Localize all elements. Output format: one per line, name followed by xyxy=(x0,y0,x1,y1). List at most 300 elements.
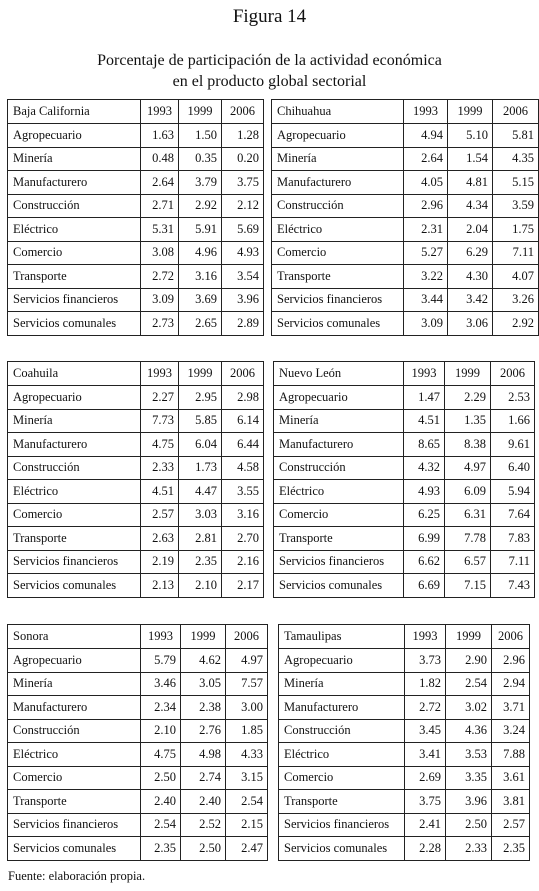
value-cell: 2.57 xyxy=(492,813,530,837)
value-cell: 3.53 xyxy=(446,743,492,767)
value-cell: 2.64 xyxy=(404,147,448,171)
sector-name: Construcción xyxy=(274,456,404,480)
sector-name: Comercio xyxy=(8,766,141,790)
year-header: 1993 xyxy=(141,625,181,649)
value-cell: 4.51 xyxy=(141,480,179,504)
table-header-row xyxy=(279,625,530,649)
sector-name: Servicios comunales xyxy=(274,574,404,598)
value-cell: 0.48 xyxy=(141,147,179,171)
table-row xyxy=(8,649,268,673)
year-header: 1999 xyxy=(181,625,226,649)
source-note: Fuente: elaboración propia. xyxy=(8,869,146,883)
sector-name: Transporte xyxy=(8,527,141,551)
figure-title: Figura 14 xyxy=(232,6,307,27)
state-name: Sonora xyxy=(8,625,141,649)
value-cell: 5.94 xyxy=(491,480,535,504)
sector-name: Agropecuario xyxy=(274,386,404,410)
state-name: Baja California xyxy=(8,100,141,124)
value-cell: 6.69 xyxy=(404,574,445,598)
value-cell: 7.73 xyxy=(141,409,179,433)
value-cell: 3.00 xyxy=(226,696,268,720)
subtitle-line: en el producto global sectorial xyxy=(172,73,367,90)
value-cell: 4.75 xyxy=(141,433,179,457)
value-cell: 1.73 xyxy=(179,456,222,480)
value-cell: 7.43 xyxy=(491,574,535,598)
year-header: 1999 xyxy=(448,100,493,124)
sector-name: Transporte xyxy=(279,790,405,814)
table-row xyxy=(274,456,535,480)
value-cell: 2.10 xyxy=(179,574,222,598)
sector-name: Construcción xyxy=(272,194,404,218)
sector-name: Minería xyxy=(8,672,141,696)
table-row xyxy=(279,813,530,837)
value-cell: 2.69 xyxy=(405,766,446,790)
value-cell: 0.20 xyxy=(222,147,264,171)
value-cell: 3.71 xyxy=(492,696,530,720)
sector-name: Manufacturero xyxy=(272,171,404,195)
value-cell: 3.42 xyxy=(448,288,493,312)
sector-name: Comercio xyxy=(8,241,141,265)
year-header: 1999 xyxy=(179,100,222,124)
value-cell: 5.10 xyxy=(448,124,493,148)
table-row xyxy=(274,386,535,410)
value-cell: 7.64 xyxy=(491,503,535,527)
value-cell: 1.54 xyxy=(448,147,493,171)
table-row xyxy=(272,171,539,195)
table-row xyxy=(8,696,268,720)
year-header: 1993 xyxy=(141,362,179,386)
value-cell: 7.11 xyxy=(491,550,535,574)
value-cell: 4.36 xyxy=(446,719,492,743)
value-cell: 4.75 xyxy=(141,743,181,767)
sector-name: Servicios comunales xyxy=(8,574,141,598)
value-cell: 4.94 xyxy=(404,124,448,148)
value-cell: 2.76 xyxy=(181,719,226,743)
value-cell: 5.27 xyxy=(404,241,448,265)
value-cell: 2.35 xyxy=(492,837,530,861)
sector-name: Manufacturero xyxy=(8,433,141,457)
value-cell: 3.61 xyxy=(492,766,530,790)
value-cell: 2.33 xyxy=(446,837,492,861)
table-row xyxy=(274,433,535,457)
value-cell: 3.44 xyxy=(404,288,448,312)
value-cell: 2.95 xyxy=(179,386,222,410)
value-cell: 2.12 xyxy=(222,194,264,218)
table-row xyxy=(8,480,264,504)
sector-name: Manufacturero xyxy=(279,696,405,720)
value-cell: 3.59 xyxy=(493,194,539,218)
value-cell: 2.72 xyxy=(141,265,179,289)
value-cell: 8.38 xyxy=(445,433,491,457)
value-cell: 5.91 xyxy=(179,218,222,242)
table-row xyxy=(279,696,530,720)
value-cell: 1.50 xyxy=(179,124,222,148)
value-cell: 4.05 xyxy=(404,171,448,195)
sector-name: Servicios financieros xyxy=(8,813,141,837)
table-row xyxy=(8,527,264,551)
sector-name: Servicios financieros xyxy=(8,550,141,574)
year-header: 1993 xyxy=(141,100,179,124)
value-cell: 7.83 xyxy=(491,527,535,551)
value-cell: 6.44 xyxy=(222,433,264,457)
table-row xyxy=(272,312,539,336)
table-row xyxy=(8,265,264,289)
table-4 xyxy=(7,624,268,861)
table-row xyxy=(8,456,264,480)
table-header-row xyxy=(274,362,535,386)
value-cell: 2.28 xyxy=(405,837,446,861)
table-row xyxy=(8,194,264,218)
value-cell: 3.75 xyxy=(222,171,264,195)
table-row xyxy=(8,241,264,265)
table-row xyxy=(8,790,268,814)
value-cell: 1.47 xyxy=(404,386,445,410)
value-cell: 2.35 xyxy=(179,550,222,574)
value-cell: 2.54 xyxy=(226,790,268,814)
value-cell: 5.31 xyxy=(141,218,179,242)
value-cell: 2.29 xyxy=(445,386,491,410)
value-cell: 6.29 xyxy=(448,241,493,265)
value-cell: 4.97 xyxy=(226,649,268,673)
value-cell: 3.55 xyxy=(222,480,264,504)
state-name: Nuevo León xyxy=(274,362,404,386)
value-cell: 3.08 xyxy=(141,241,179,265)
value-cell: 2.71 xyxy=(141,194,179,218)
value-cell: 2.38 xyxy=(181,696,226,720)
value-cell: 9.61 xyxy=(491,433,535,457)
sector-name: Construcción xyxy=(279,719,405,743)
value-cell: 6.04 xyxy=(179,433,222,457)
value-cell: 4.30 xyxy=(448,265,493,289)
value-cell: 6.62 xyxy=(404,550,445,574)
table-5 xyxy=(278,624,530,861)
value-cell: 1.28 xyxy=(222,124,264,148)
value-cell: 2.50 xyxy=(446,813,492,837)
year-header: 2006 xyxy=(493,100,539,124)
value-cell: 2.10 xyxy=(141,719,181,743)
value-cell: 7.11 xyxy=(493,241,539,265)
table-row xyxy=(8,743,268,767)
table-0 xyxy=(7,99,264,336)
sector-name: Comercio xyxy=(272,241,404,265)
sector-name: Servicios comunales xyxy=(8,312,141,336)
table-row xyxy=(279,837,530,861)
table-header-row xyxy=(272,100,539,124)
table-row xyxy=(272,218,539,242)
value-cell: 5.69 xyxy=(222,218,264,242)
value-cell: 2.72 xyxy=(405,696,446,720)
sector-name: Eléctrico xyxy=(8,218,141,242)
value-cell: 2.53 xyxy=(491,386,535,410)
table-row xyxy=(272,194,539,218)
table-row xyxy=(279,719,530,743)
sector-name: Manufacturero xyxy=(8,171,141,195)
value-cell: 4.35 xyxy=(493,147,539,171)
value-cell: 2.50 xyxy=(181,837,226,861)
table-header-row xyxy=(8,100,264,124)
sector-name: Minería xyxy=(279,672,405,696)
table-row xyxy=(279,743,530,767)
sector-name: Agropecuario xyxy=(279,649,405,673)
table-row xyxy=(274,503,535,527)
value-cell: 2.04 xyxy=(448,218,493,242)
sector-name: Servicios comunales xyxy=(8,837,141,861)
value-cell: 3.41 xyxy=(405,743,446,767)
value-cell: 6.57 xyxy=(445,550,491,574)
table-row xyxy=(8,171,264,195)
table-1 xyxy=(271,99,539,336)
year-header: 1999 xyxy=(179,362,222,386)
table-row xyxy=(8,147,264,171)
value-cell: 1.82 xyxy=(405,672,446,696)
table-row xyxy=(8,719,268,743)
sector-name: Agropecuario xyxy=(272,124,404,148)
state-name: Coahuila xyxy=(8,362,141,386)
value-cell: 3.69 xyxy=(179,288,222,312)
value-cell: 1.35 xyxy=(445,409,491,433)
table-row xyxy=(8,288,264,312)
sector-name: Minería xyxy=(272,147,404,171)
sector-name: Transporte xyxy=(8,790,141,814)
value-cell: 3.03 xyxy=(179,503,222,527)
value-cell: 4.32 xyxy=(404,456,445,480)
table-row xyxy=(274,409,535,433)
value-cell: 2.73 xyxy=(141,312,179,336)
table-row xyxy=(8,574,264,598)
value-cell: 6.99 xyxy=(404,527,445,551)
sector-name: Transporte xyxy=(272,265,404,289)
value-cell: 4.81 xyxy=(448,171,493,195)
table-row xyxy=(279,672,530,696)
sector-name: Comercio xyxy=(274,503,404,527)
table-row xyxy=(8,312,264,336)
table-row xyxy=(8,218,264,242)
sector-name: Servicios financieros xyxy=(279,813,405,837)
value-cell: 5.15 xyxy=(493,171,539,195)
value-cell: 3.45 xyxy=(405,719,446,743)
value-cell: 3.22 xyxy=(404,265,448,289)
sector-name: Eléctrico xyxy=(272,218,404,242)
table-row xyxy=(274,527,535,551)
sector-name: Agropecuario xyxy=(8,649,141,673)
year-header: 1993 xyxy=(405,625,446,649)
table-row xyxy=(8,124,264,148)
value-cell: 2.54 xyxy=(141,813,181,837)
value-cell: 2.31 xyxy=(404,218,448,242)
value-cell: 5.79 xyxy=(141,649,181,673)
value-cell: 3.16 xyxy=(222,503,264,527)
value-cell: 2.40 xyxy=(141,790,181,814)
value-cell: 3.05 xyxy=(181,672,226,696)
table-row xyxy=(272,241,539,265)
value-cell: 2.54 xyxy=(446,672,492,696)
value-cell: 3.54 xyxy=(222,265,264,289)
table-row xyxy=(274,480,535,504)
table-row xyxy=(8,386,264,410)
sector-name: Servicios financieros xyxy=(8,288,141,312)
value-cell: 3.26 xyxy=(493,288,539,312)
value-cell: 2.90 xyxy=(446,649,492,673)
value-cell: 1.63 xyxy=(141,124,179,148)
value-cell: 3.35 xyxy=(446,766,492,790)
value-cell: 3.16 xyxy=(179,265,222,289)
value-cell: 7.57 xyxy=(226,672,268,696)
value-cell: 4.93 xyxy=(404,480,445,504)
value-cell: 4.58 xyxy=(222,456,264,480)
value-cell: 3.81 xyxy=(492,790,530,814)
year-header: 2006 xyxy=(491,362,535,386)
sector-name: Comercio xyxy=(279,766,405,790)
value-cell: 2.57 xyxy=(141,503,179,527)
value-cell: 5.85 xyxy=(179,409,222,433)
table-row xyxy=(8,550,264,574)
value-cell: 2.63 xyxy=(141,527,179,551)
value-cell: 6.09 xyxy=(445,480,491,504)
value-cell: 4.93 xyxy=(222,241,264,265)
value-cell: 2.89 xyxy=(222,312,264,336)
value-cell: 2.64 xyxy=(141,171,179,195)
value-cell: 2.27 xyxy=(141,386,179,410)
value-cell: 3.96 xyxy=(222,288,264,312)
value-cell: 3.46 xyxy=(141,672,181,696)
value-cell: 3.96 xyxy=(446,790,492,814)
value-cell: 2.98 xyxy=(222,386,264,410)
value-cell: 3.09 xyxy=(404,312,448,336)
table-row xyxy=(279,649,530,673)
subtitle-line: Porcentaje de participación de la actividad económica xyxy=(97,52,442,69)
value-cell: 2.92 xyxy=(493,312,539,336)
value-cell: 2.92 xyxy=(179,194,222,218)
value-cell: 4.51 xyxy=(404,409,445,433)
sector-name: Agropecuario xyxy=(8,386,141,410)
sector-name: Construcción xyxy=(8,719,141,743)
value-cell: 2.50 xyxy=(141,766,181,790)
value-cell: 2.33 xyxy=(141,456,179,480)
year-header: 1993 xyxy=(404,100,448,124)
year-header: 2006 xyxy=(222,100,264,124)
value-cell: 6.31 xyxy=(445,503,491,527)
value-cell: 4.33 xyxy=(226,743,268,767)
value-cell: 3.15 xyxy=(226,766,268,790)
sector-name: Eléctrico xyxy=(279,743,405,767)
value-cell: 1.66 xyxy=(491,409,535,433)
value-cell: 2.96 xyxy=(492,649,530,673)
year-header: 2006 xyxy=(222,362,264,386)
value-cell: 3.09 xyxy=(141,288,179,312)
year-header: 1999 xyxy=(446,625,492,649)
value-cell: 4.07 xyxy=(493,265,539,289)
value-cell: 2.15 xyxy=(226,813,268,837)
value-cell: 0.35 xyxy=(179,147,222,171)
year-header: 2006 xyxy=(226,625,268,649)
value-cell: 3.24 xyxy=(492,719,530,743)
table-row xyxy=(274,550,535,574)
value-cell: 2.41 xyxy=(405,813,446,837)
value-cell: 6.40 xyxy=(491,456,535,480)
value-cell: 1.75 xyxy=(493,218,539,242)
table-row xyxy=(274,574,535,598)
value-cell: 4.98 xyxy=(181,743,226,767)
sector-name: Transporte xyxy=(8,265,141,289)
sector-name: Transporte xyxy=(274,527,404,551)
value-cell: 2.19 xyxy=(141,550,179,574)
value-cell: 2.96 xyxy=(404,194,448,218)
table-header-row xyxy=(8,625,268,649)
year-header: 1993 xyxy=(404,362,445,386)
sector-name: Manufacturero xyxy=(274,433,404,457)
sector-name: Minería xyxy=(8,147,141,171)
sector-name: Comercio xyxy=(8,503,141,527)
table-row xyxy=(279,766,530,790)
sector-name: Servicios comunales xyxy=(279,837,405,861)
value-cell: 3.75 xyxy=(405,790,446,814)
figure-subtitle xyxy=(0,50,539,92)
table-row xyxy=(8,433,264,457)
state-name: Tamaulipas xyxy=(279,625,405,649)
value-cell: 3.06 xyxy=(448,312,493,336)
value-cell: 4.34 xyxy=(448,194,493,218)
year-header: 1999 xyxy=(445,362,491,386)
value-cell: 3.02 xyxy=(446,696,492,720)
sector-name: Servicios comunales xyxy=(272,312,404,336)
value-cell: 7.88 xyxy=(492,743,530,767)
sector-name: Servicios financieros xyxy=(274,550,404,574)
sector-name: Agropecuario xyxy=(8,124,141,148)
sector-name: Minería xyxy=(8,409,141,433)
value-cell: 2.70 xyxy=(222,527,264,551)
value-cell: 1.85 xyxy=(226,719,268,743)
value-cell: 2.94 xyxy=(492,672,530,696)
table-2 xyxy=(7,361,264,598)
value-cell: 7.78 xyxy=(445,527,491,551)
value-cell: 6.14 xyxy=(222,409,264,433)
value-cell: 4.62 xyxy=(181,649,226,673)
value-cell: 2.40 xyxy=(181,790,226,814)
value-cell: 4.47 xyxy=(179,480,222,504)
table-row xyxy=(272,265,539,289)
table-row xyxy=(8,837,268,861)
value-cell: 2.35 xyxy=(141,837,181,861)
value-cell: 2.13 xyxy=(141,574,179,598)
value-cell: 2.16 xyxy=(222,550,264,574)
table-header-row xyxy=(8,362,264,386)
table-row xyxy=(8,672,268,696)
value-cell: 3.79 xyxy=(179,171,222,195)
table-3 xyxy=(273,361,535,598)
sector-name: Construcción xyxy=(8,194,141,218)
table-row xyxy=(272,288,539,312)
value-cell: 4.96 xyxy=(179,241,222,265)
table-row xyxy=(8,766,268,790)
table-row xyxy=(272,124,539,148)
value-cell: 2.74 xyxy=(181,766,226,790)
table-row xyxy=(8,503,264,527)
value-cell: 2.34 xyxy=(141,696,181,720)
table-row xyxy=(272,147,539,171)
sector-name: Manufacturero xyxy=(8,696,141,720)
value-cell: 2.65 xyxy=(179,312,222,336)
sector-name: Eléctrico xyxy=(8,480,141,504)
sector-name: Eléctrico xyxy=(274,480,404,504)
table-row xyxy=(279,790,530,814)
table-row xyxy=(8,813,268,837)
table-row xyxy=(8,409,264,433)
sector-name: Servicios financieros xyxy=(272,288,404,312)
sector-name: Eléctrico xyxy=(8,743,141,767)
year-header: 2006 xyxy=(492,625,530,649)
value-cell: 2.47 xyxy=(226,837,268,861)
state-name: Chihuahua xyxy=(272,100,404,124)
